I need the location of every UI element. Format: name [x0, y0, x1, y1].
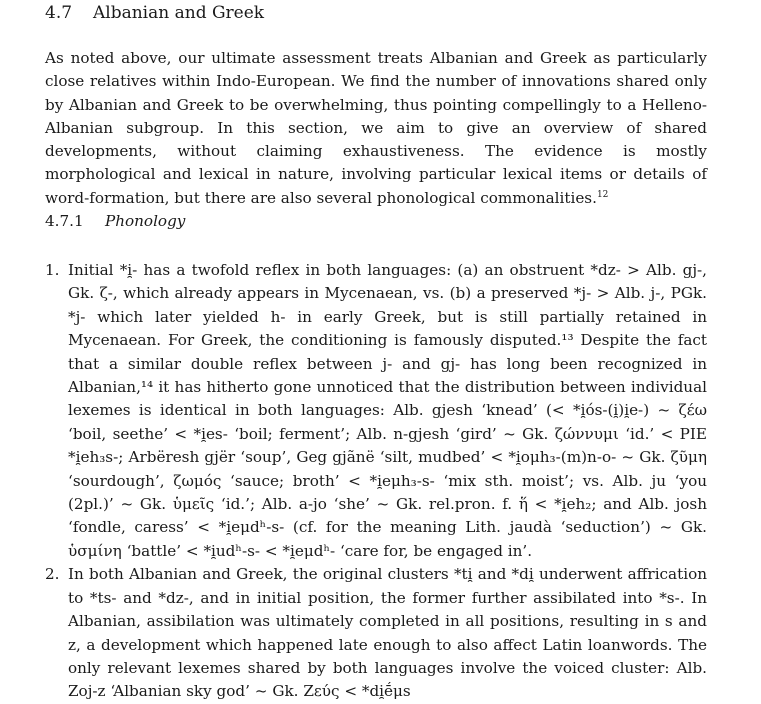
intro-paragraph — [45, 47, 707, 210]
list-item-text: In both Albanian and Greek, the original clusters *ti̯ and *di̯ underwent affrication to *ts- and *dz-, and in initial position, the former further assibilated into *s-. In Albanian, assibilation was ultimately completed in all positions, resulting in s and z, a development which happened late enough to also affect Latin loanwords. The only relevant lexemes shared by both languages involve the voiced cluster: Alb. Zoj-z ‘Albanian sky god’ ~ Gk. Ζεύς < *di̯ḗμs — [68, 565, 707, 701]
numbered-list — [45, 259, 707, 704]
list-item-number: 2. — [45, 565, 60, 584]
subsection-title: Phonology — [105, 212, 186, 230]
list-item — [45, 563, 707, 703]
section-title: Albanian and Greek — [93, 3, 265, 23]
intro-paragraph-text: As noted above, our ultimate assessment treats Albanian and Greek as particularly close relatives within Indo-European. We find the number of innovations shared only by Albanian and Greek to be overwhelming, thus pointing compellingly to a Helleno-Albanian subgroup. In this section, we aim to give an overview of shared developments, without claiming exhaustiveness. The evidence is mostly morphological and lexical in nature, involving particular lexical items or details of word-formation, but there are also several phonological commonalities. — [45, 49, 707, 207]
section-number: 4.7 — [45, 3, 73, 23]
subsection-number: 4.7.1 — [45, 212, 84, 230]
subsection-heading — [45, 210, 185, 232]
list-item-text: Initial *i̯- has a twofold reflex in both languages: (a) an obstruent *dz- > Alb. gj-, Gk. ζ-, which already appears in Mycenaean, vs. (b) a preserved *j- > Alb. j-, PGk. *j- which later yielded h- in early Greek, but is still partially retained in Mycenaean. For Greek, the conditioning is famously disputed.¹³ Despite the fact that a similar double reflex between j- and gj- has long been recognized in Albanian,¹⁴ it has hitherto gone unnoticed that the distribution between individual lexemes is identical in both languages: Alb. gjesh ‘knead’ (< *i̯ós-(i̯)i̯e-) ~ ζέω ‘boil, seethe’ < *i̯es- ‘boil; ferment’; Alb. n-gjesh ‘gird’ ~ Gk. ζώννυμι ‘id.’ < PIE *i̯eh₃s-; Arbëresh gjër ‘soup’, Geg gjãnë ‘silt, mudbed’ < *i̯oμh₃-(m)n-o- ~ Gk. ζῦμη ‘sourdough’, ζωμός ‘sauce; broth’ < *i̯eμh₃-s- ‘mix sth. moist’; vs. Alb. ju ‘you (2pl.)’ ~ Gk. ὑμεῖς ‘id.’; Alb. a-jo ‘she’ ~ Gk. rel.pron. f. ἥ < *i̯eh₂; and Alb. josh ‘fondle, caress’ < *i̯eμdʰ-s- (cf. for the meaning Lith. jaudà ‘seduction’) ~ Gk. ὑσμίνη ‘battle’ < *i̯udʰ-s- < *i̯eμdʰ- ‘care for, be engaged in’. — [68, 261, 707, 560]
section-heading — [45, 2, 264, 24]
footnote-marker[interactable]: 12 — [596, 189, 609, 200]
list-item-number: 1. — [45, 261, 60, 279]
list-item — [45, 259, 707, 563]
